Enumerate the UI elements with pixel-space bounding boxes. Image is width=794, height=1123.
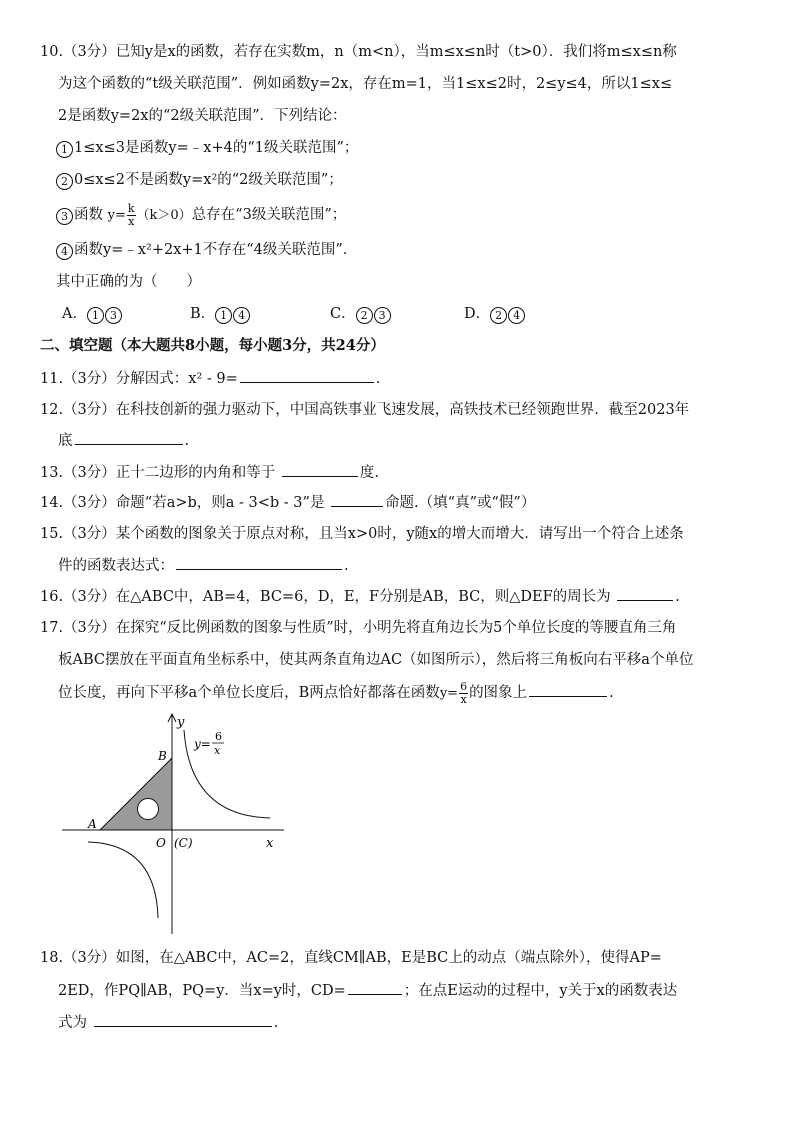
q14-answer-blank[interactable] xyxy=(331,492,383,507)
q10-statement-2: 2 0≤x≤2不是函数y=x²的“2级关联范围”； xyxy=(56,170,343,190)
q17-line2: 板ABC摆放在平面直角坐标系中，使其两条直角边AC（如图所示），然后将三角板向右平移a个单位 xyxy=(58,652,694,668)
triangle-abc xyxy=(100,758,172,830)
q12-line2: 底 . xyxy=(58,430,189,451)
q10-statement-4: 4 函数y=﹣x²+2x+1不存在“4级关联范围”． xyxy=(56,240,357,260)
q10-statement-1: 1 1≤x≤3是函数y=﹣x+4的“1级关联范围”； xyxy=(56,138,358,158)
q10-statement-3: 3 函数 y= $\frac{k}{x}$ （k＞0）总存在“3级关联范围”； xyxy=(56,202,346,229)
option-d[interactable]: D． 2 4 xyxy=(464,304,526,324)
q18-answer-blank-2[interactable] xyxy=(94,1012,272,1027)
q10-line2: 为这个函数的“t级关联范围”．例如函数y=2x，存在m=1，当1≤x≤2时，2≤y≤4，所以1≤x≤ xyxy=(58,76,673,92)
circled-2-icon: 2 xyxy=(56,173,73,190)
option-c[interactable]: C． 2 3 xyxy=(330,304,392,324)
q18-line2: 2ED，作PQ∥AB，PQ=y．当x=y时，CD= ；在点E运动的过程中，y关于x的函数表达 xyxy=(58,980,677,1001)
q16: 16.（3分）在△ABC中，AB=4，BC=6，D，E，F分别是AB，BC，则△DEF的周长为 . xyxy=(40,586,680,607)
label-y: y xyxy=(177,715,185,730)
q15-answer-blank[interactable] xyxy=(176,555,342,570)
label-curve-y: y= xyxy=(194,737,211,751)
q10-question: 其中正确的为（ ） xyxy=(56,274,201,290)
label-a: A xyxy=(88,817,97,831)
q12-line1: 12.（3分）在科技创新的强力驱动下，中国高铁事业飞速发展，高铁技术已经领跑世界．截至2023年 xyxy=(40,402,690,418)
label-b: B xyxy=(158,749,167,763)
q10-line1: 10.（3分）已知y是x的函数，若存在实数m，n（m<n），当m≤x≤n时（t>0）．我们将m≤x≤n称 xyxy=(40,44,677,60)
q11: 11.（3分）分解因式：x² - 9= . xyxy=(40,368,380,389)
fraction-k-over-x: $\frac{k}{x}$ xyxy=(127,201,135,228)
q16-answer-blank[interactable] xyxy=(617,586,673,601)
q11-answer-blank[interactable] xyxy=(240,368,374,383)
q17-line3: 位长度，再向下平移a个单位长度后，B两点恰好都落在函数y= $\frac{6}{x}$ 的图象上 . xyxy=(58,679,614,706)
q14: 14.（3分）命题“若a>b，则a - 3<b - 3”是 命题.（填“真”或“假”） xyxy=(40,492,535,513)
option-a[interactable]: A． 1 3 xyxy=(62,304,123,324)
circled-1-icon: 1 xyxy=(56,141,73,158)
q15-line2: 件的函数表达式： . xyxy=(58,555,349,576)
fraction-6-over-x: $\frac{6}{x}$ xyxy=(460,679,468,706)
label-curve-num: 6 xyxy=(215,730,222,743)
q10-line3: 2是函数y=2x的“2级关联范围”．下列结论： xyxy=(58,108,347,124)
q18-answer-blank-1[interactable] xyxy=(348,980,402,995)
circled-3-icon: 3 xyxy=(56,208,73,225)
q13-answer-blank[interactable] xyxy=(282,462,358,477)
q18-line1: 18.（3分）如图，在△ABC中，AC=2，直线CM∥AB，E是BC上的动点（端点除外），使得AP= xyxy=(40,950,662,966)
q15-line1: 15.（3分）某个函数的图象关于原点对称，且当x>0时，y随x的增大而增大．请写出一个符合上述条 xyxy=(40,526,684,542)
q17-figure xyxy=(58,712,298,937)
triangle-hole xyxy=(138,799,159,820)
label-x: x xyxy=(266,836,274,851)
section-heading: 二、填空题（本大题共8小题，每小题3分，共24分） xyxy=(40,337,385,354)
q17-answer-blank[interactable] xyxy=(529,682,607,697)
option-b[interactable]: B． 1 4 xyxy=(190,304,251,324)
curve-branch-q3 xyxy=(88,842,158,918)
label-o: O xyxy=(156,836,166,850)
q12-answer-blank[interactable] xyxy=(75,430,183,445)
q13: 13.（3分）正十二边形的内角和等于 度. xyxy=(40,462,379,483)
q18-line3: 式为 . xyxy=(58,1012,278,1033)
label-curve-den: x xyxy=(214,744,221,757)
circled-4-icon: 4 xyxy=(56,243,73,260)
label-c: (C) xyxy=(174,836,193,850)
q17-line1: 17.（3分）在探究“反比例函数的图象与性质”时，小明先将直角边长为5个单位长度的等腰直角三角 xyxy=(40,620,677,636)
